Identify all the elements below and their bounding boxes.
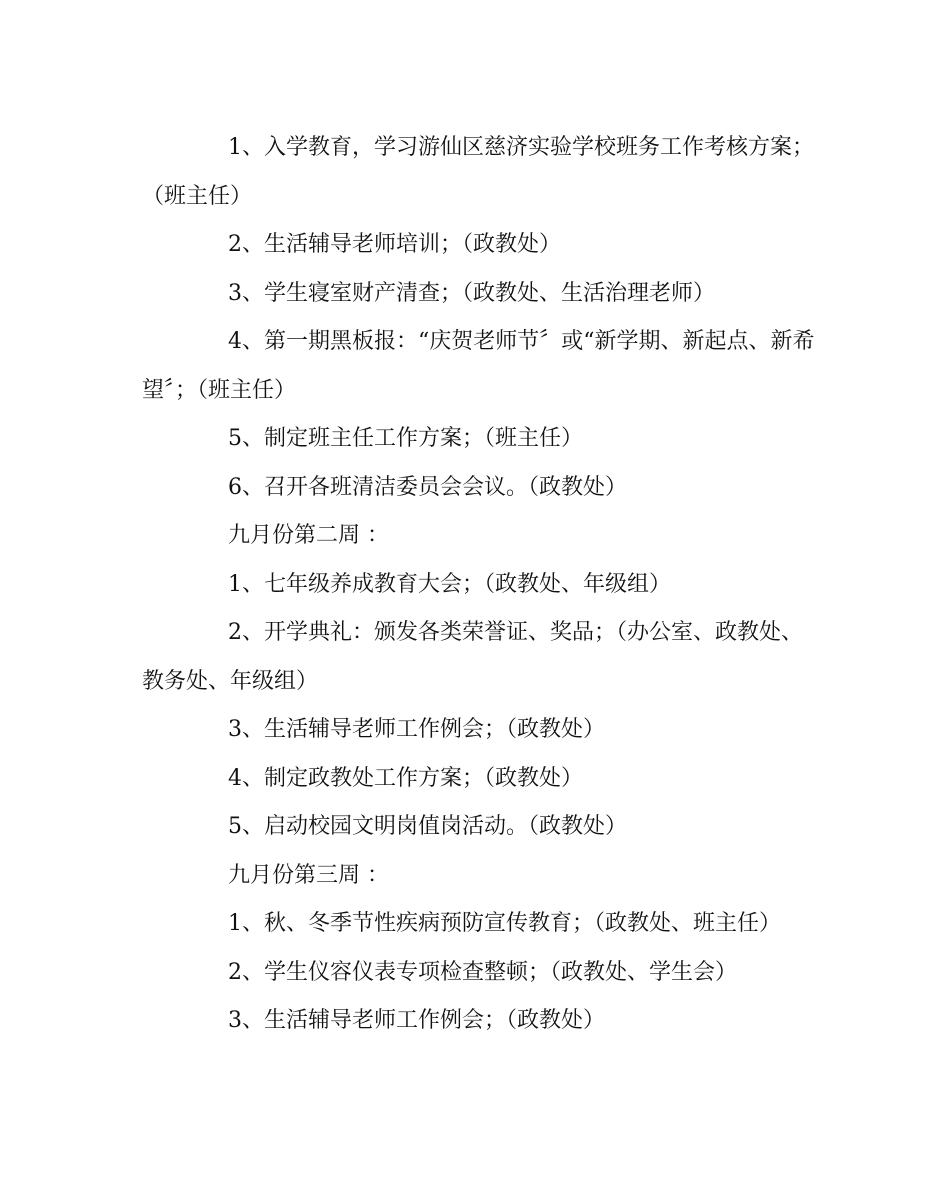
paragraph-item-7: 1、七年级养成教育大会；（政教处、年级组） bbox=[228, 571, 671, 597]
paragraph-item-4: 4、第一期黑板报：“庆贺老师节〞或“新学期、新起点、新希望〞；（班主任） bbox=[142, 329, 815, 403]
paragraph-item-13: 2、学生仪容仪表专项检查整顿；（政教处、学生会） bbox=[228, 959, 737, 985]
document-body bbox=[142, 124, 822, 1046]
paragraph-item-12: 1、秋、冬季节性疾病预防宣传教育；（政教处、班主任） bbox=[228, 911, 781, 936]
paragraph-item-5: 5、制定班主任工作方案；（班主任） bbox=[228, 426, 583, 451]
paragraph-item-3: 3、学生寝室财产清查；（政教处、生活治理老师） bbox=[228, 280, 715, 306]
paragraph-item-6: 6、召开各班清洁委员会会议。（政教处） bbox=[228, 474, 627, 500]
paragraph-item-11: 5、启动校园文明岗值岗活动。（政教处） bbox=[228, 814, 627, 839]
section-heading-week-3: 九月份第三周 ： bbox=[228, 862, 389, 888]
paragraph-item-14: 3、生活辅导老师工作例会；（政教处） bbox=[228, 1008, 605, 1033]
section-heading-week-2: 九月份第二周 ： bbox=[228, 523, 389, 548]
paragraph-item-9: 3、生活辅导老师工作例会；（政教处） bbox=[228, 717, 605, 742]
paragraph-item-1: 1、入学教育，学习游仙区慈济实验学校班务工作考核方案；（班主任） bbox=[142, 135, 814, 209]
paragraph-item-10: 4、制定政教处工作方案；（政教处） bbox=[228, 765, 583, 791]
paragraph-item-8: 2、开学典礼：颁发各类荣誉证、奖品；（办公室、政教处、教务处、年级组） bbox=[142, 620, 803, 694]
paragraph-item-2: 2、生活辅导老师培训；（政教处） bbox=[228, 232, 561, 257]
